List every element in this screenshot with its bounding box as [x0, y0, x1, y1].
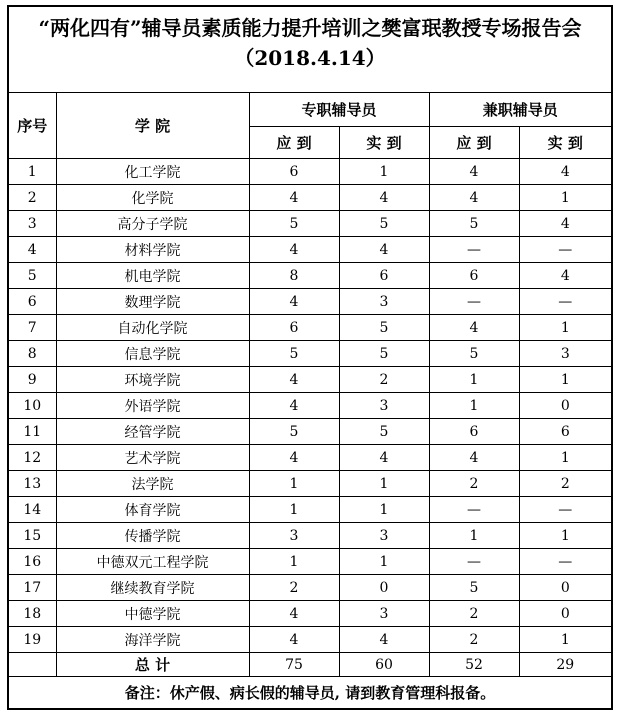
parttime-actual-cell: 1: [519, 523, 612, 549]
college-name-cell: 化工学院: [56, 159, 249, 185]
college-name-cell: 信息学院: [56, 341, 249, 367]
parttime-expected-cell: 2: [429, 601, 519, 627]
table-row: [8, 289, 612, 315]
fulltime-actual-cell: 0: [339, 575, 429, 601]
parttime-expected-cell: 2: [429, 471, 519, 497]
row-number-cell: 16: [8, 549, 56, 575]
parttime-expected-cell: 2: [429, 627, 519, 653]
table-row: [8, 523, 612, 549]
parttime-actual-cell: —: [519, 549, 612, 575]
row-number-cell: 15: [8, 523, 56, 549]
college-name-cell: 化学院: [56, 185, 249, 211]
college-name-cell: 机电学院: [56, 263, 249, 289]
fulltime-actual-cell: 5: [339, 315, 429, 341]
fulltime-expected-cell: 4: [249, 185, 339, 211]
college-name-cell: 材料学院: [56, 237, 249, 263]
col-header-parttime-expected: 应 到: [429, 127, 519, 159]
college-name-cell: 传播学院: [56, 523, 249, 549]
parttime-actual-cell: 1: [519, 185, 612, 211]
fulltime-actual-cell: 3: [339, 601, 429, 627]
fulltime-expected-cell: 4: [249, 367, 339, 393]
parttime-actual-cell: 0: [519, 601, 612, 627]
college-name-cell: 体育学院: [56, 497, 249, 523]
data-rows-container: [8, 159, 612, 653]
col-header-no: 序号: [8, 93, 56, 159]
table-row: [8, 341, 612, 367]
fulltime-actual-cell: 3: [339, 523, 429, 549]
row-number-cell: 5: [8, 263, 56, 289]
col-header-parttime: 兼职辅导员: [429, 93, 612, 127]
table-row: [8, 419, 612, 445]
table-row: [8, 445, 612, 471]
fulltime-actual-cell: 2: [339, 367, 429, 393]
fulltime-expected-cell: 4: [249, 289, 339, 315]
fulltime-expected-cell: 4: [249, 627, 339, 653]
row-number-cell: 14: [8, 497, 56, 523]
parttime-actual-cell: 1: [519, 315, 612, 341]
total-fulltime-expected: 75: [249, 653, 339, 677]
parttime-actual-cell: 0: [519, 393, 612, 419]
table-row: [8, 627, 612, 653]
fulltime-expected-cell: 4: [249, 237, 339, 263]
fulltime-actual-cell: 4: [339, 627, 429, 653]
table-row: [8, 315, 612, 341]
fulltime-actual-cell: 1: [339, 471, 429, 497]
row-number-cell: 13: [8, 471, 56, 497]
parttime-expected-cell: 4: [429, 315, 519, 341]
row-number-cell: 10: [8, 393, 56, 419]
parttime-expected-cell: 1: [429, 393, 519, 419]
row-number-cell: 3: [8, 211, 56, 237]
total-parttime-expected: 52: [429, 653, 519, 677]
parttime-expected-cell: 1: [429, 523, 519, 549]
parttime-actual-cell: 0: [519, 575, 612, 601]
parttime-actual-cell: 1: [519, 445, 612, 471]
parttime-actual-cell: 4: [519, 211, 612, 237]
fulltime-expected-cell: 2: [249, 575, 339, 601]
fulltime-expected-cell: 4: [249, 601, 339, 627]
row-number-cell: 19: [8, 627, 56, 653]
row-number-cell: 12: [8, 445, 56, 471]
fulltime-expected-cell: 5: [249, 211, 339, 237]
row-number-cell: 11: [8, 419, 56, 445]
college-name-cell: 经管学院: [56, 419, 249, 445]
college-name-cell: 海洋学院: [56, 627, 249, 653]
fulltime-expected-cell: 4: [249, 445, 339, 471]
fulltime-actual-cell: 3: [339, 393, 429, 419]
fulltime-actual-cell: 5: [339, 419, 429, 445]
title-line1: “两化四有”辅导员素质能力提升培训之樊富珉教授专场报告会: [38, 16, 582, 40]
table-row: [8, 393, 612, 419]
col-header-fulltime: 专职辅导员: [249, 93, 429, 127]
parttime-expected-cell: 4: [429, 445, 519, 471]
fulltime-actual-cell: 1: [339, 497, 429, 523]
parttime-actual-cell: —: [519, 497, 612, 523]
fulltime-actual-cell: 5: [339, 211, 429, 237]
parttime-expected-cell: 4: [429, 185, 519, 211]
parttime-expected-cell: 5: [429, 341, 519, 367]
col-header-fulltime-expected: 应 到: [249, 127, 339, 159]
fulltime-expected-cell: 6: [249, 159, 339, 185]
total-row: [8, 653, 612, 677]
footer-section: [8, 653, 612, 710]
college-name-cell: 数理学院: [56, 289, 249, 315]
note-text: 备注：休产假、病长假的辅导员, 请到教育管理科报备。: [8, 677, 612, 710]
row-number-cell: 6: [8, 289, 56, 315]
college-name-cell: 艺术学院: [56, 445, 249, 471]
parttime-actual-cell: 6: [519, 419, 612, 445]
parttime-expected-cell: —: [429, 237, 519, 263]
note-row: [8, 677, 612, 710]
fulltime-expected-cell: 6: [249, 315, 339, 341]
parttime-actual-cell: —: [519, 289, 612, 315]
attendance-table: [7, 5, 613, 710]
parttime-expected-cell: 6: [429, 419, 519, 445]
total-label: 总 计: [56, 653, 249, 677]
fulltime-actual-cell: 1: [339, 549, 429, 575]
row-number-cell: 2: [8, 185, 56, 211]
fulltime-expected-cell: 5: [249, 419, 339, 445]
table-row: [8, 497, 612, 523]
col-header-college: 学 院: [56, 93, 249, 159]
college-name-cell: 自动化学院: [56, 315, 249, 341]
fulltime-expected-cell: 5: [249, 341, 339, 367]
parttime-expected-cell: 1: [429, 367, 519, 393]
col-header-parttime-actual: 实 到: [519, 127, 612, 159]
table-row: [8, 575, 612, 601]
page-title: [8, 6, 612, 93]
parttime-expected-cell: —: [429, 497, 519, 523]
row-number-cell: 9: [8, 367, 56, 393]
college-name-cell: 外语学院: [56, 393, 249, 419]
college-name-cell: 高分子学院: [56, 211, 249, 237]
row-number-cell: 1: [8, 159, 56, 185]
parttime-expected-cell: 4: [429, 159, 519, 185]
fulltime-expected-cell: 4: [249, 393, 339, 419]
total-parttime-actual: 29: [519, 653, 612, 677]
parttime-actual-cell: —: [519, 237, 612, 263]
fulltime-expected-cell: 1: [249, 471, 339, 497]
row-number-cell: 17: [8, 575, 56, 601]
fulltime-actual-cell: 5: [339, 341, 429, 367]
fulltime-actual-cell: 4: [339, 237, 429, 263]
table-row: [8, 237, 612, 263]
table-row: [8, 263, 612, 289]
parttime-expected-cell: 5: [429, 575, 519, 601]
parttime-expected-cell: —: [429, 549, 519, 575]
fulltime-actual-cell: 6: [339, 263, 429, 289]
row-number-cell: 4: [8, 237, 56, 263]
row-number-cell: 7: [8, 315, 56, 341]
table-row: [8, 211, 612, 237]
parttime-actual-cell: 2: [519, 471, 612, 497]
parttime-actual-cell: 3: [519, 341, 612, 367]
table-row: [8, 601, 612, 627]
fulltime-actual-cell: 3: [339, 289, 429, 315]
parttime-expected-cell: —: [429, 289, 519, 315]
row-number-cell: 18: [8, 601, 56, 627]
row-number-cell: 8: [8, 341, 56, 367]
header-row-group: [8, 93, 612, 127]
table-row: [8, 159, 612, 185]
college-name-cell: 中德学院: [56, 601, 249, 627]
table-row: [8, 367, 612, 393]
table-row: [8, 471, 612, 497]
college-name-cell: 环境学院: [56, 367, 249, 393]
total-empty-cell: [8, 653, 56, 677]
fulltime-actual-cell: 1: [339, 159, 429, 185]
total-fulltime-actual: 60: [339, 653, 429, 677]
fulltime-actual-cell: 4: [339, 185, 429, 211]
fulltime-expected-cell: 3: [249, 523, 339, 549]
title-row: [8, 6, 612, 93]
fulltime-actual-cell: 4: [339, 445, 429, 471]
parttime-actual-cell: 1: [519, 367, 612, 393]
table-row: [8, 185, 612, 211]
title-line2: （2018.4.14）: [234, 46, 386, 70]
parttime-expected-cell: 6: [429, 263, 519, 289]
table-row: [8, 549, 612, 575]
college-name-cell: 中德双元工程学院: [56, 549, 249, 575]
title-section: [8, 6, 612, 159]
college-name-cell: 法学院: [56, 471, 249, 497]
parttime-actual-cell: 1: [519, 627, 612, 653]
parttime-expected-cell: 5: [429, 211, 519, 237]
col-header-fulltime-actual: 实 到: [339, 127, 429, 159]
parttime-actual-cell: 4: [519, 263, 612, 289]
fulltime-expected-cell: 8: [249, 263, 339, 289]
college-name-cell: 继续教育学院: [56, 575, 249, 601]
fulltime-expected-cell: 1: [249, 497, 339, 523]
parttime-actual-cell: 4: [519, 159, 612, 185]
fulltime-expected-cell: 1: [249, 549, 339, 575]
